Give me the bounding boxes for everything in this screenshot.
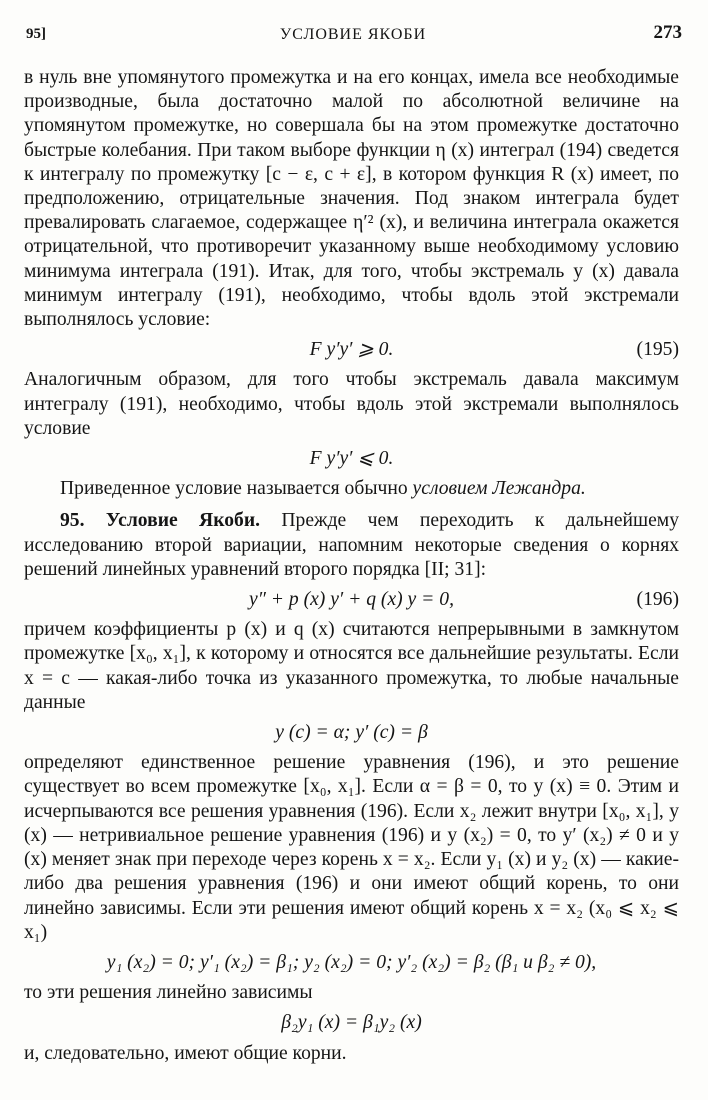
running-header <box>24 22 682 52</box>
formula-196 <box>24 588 679 612</box>
running-title: УСЛОВИЕ ЯКОБИ <box>279 26 427 43</box>
legendre-term: условием Лежандра. <box>412 478 586 500</box>
formula-text: β₂y₁ (x) = β₁y₂ (x) <box>281 1012 422 1034</box>
paragraph-conclusion: и, следовательно, имеют общие корни. <box>24 1042 347 1064</box>
paragraph-maximum: Аналогичным образом, для того чтобы экстремаль давала максимум интегралу (191), необходимо, чтобы вдоль этой экстремали выполнялось условие <box>24 369 679 439</box>
section-jacobi <box>24 509 679 582</box>
equation-number: (196) <box>636 589 679 611</box>
paragraph-uniqueness: определяют единственное решение уравнения (196), и это решение существует во всем промежутке [x₀, x₁]. Если α = β = 0, то y (x) ≡ 0. Этим и исчерпываются все решения уравнения (196). Если x₂ лежит внутри [x₀, x₁], y (x) — нетривиальное решение уравнения (196) и y (x₂) = 0, то y′ (x₂) ≠ 0 и y (x) меняет знак при переходе через корень x = x₂. Если y₁ (x) и y₂ (x) — какие-либо два решения уравнения (196) и они имеют общий корень, то они линейно зависимы. Если эти решения имеют общий корень x = x₂ (x₀ ⩽ x₂ ⩽ x₁) <box>24 752 679 943</box>
section-gap <box>24 501 679 509</box>
page-body <box>24 66 679 1066</box>
equation-number: (195) <box>636 339 679 361</box>
formula-common-root <box>24 951 679 975</box>
paragraph-continuation: в нуль вне упомянутого промежутка и на его концах, имела все необходимые производные, была достаточно малой по абсолютной величине на упомянутом промежутке, но совершала бы на этом промежутке достаточно быстрые колебания. При таком выборе функции η (x) интеграл (194) сведется к интегралу по промежутку [c − ε, c + ε], в котором функция R (x) имеет, по предположению, отрицательные значения. Под знаком интеграла будет превалировать слагаемое, содержащее η′² (x), и величина интеграла окажется отрицательной, что противоречит указанному выше необходимому условию минимума интеграла (191). Итак, для того, чтобы экстремаль y (x) давала минимум интегралу (191), необходимо, чтобы вдоль этой экстремали выполнялось условие: <box>24 67 679 331</box>
section-title: 95. Условие Якоби. <box>60 510 261 532</box>
formula-text: F y′y′ ⩽ 0. <box>309 448 394 470</box>
section-intro: Прежде чем переходить к дальнейшему исследованию второй вариации, напомним некоторые сведения о корнях решений линейных уравнений второго порядка [II; 31]: <box>24 510 680 580</box>
page-number: 273 <box>653 22 682 43</box>
formula-dependence <box>24 1011 679 1035</box>
formula-text: y″ + p (x) y′ + q (x) y = 0, <box>249 589 454 611</box>
paragraph-coefficients: причем коэффициенты p (x) и q (x) считаются непрерывными в замкнутом промежутке [x₀, x₁], к которому и относятся все дальнейшие результаты. Если x = c — какая-либо точка из указанного промежутка, то любые начальные данные <box>24 619 679 713</box>
legendre-text: Приведенное условие называется обычно <box>60 478 408 500</box>
formula-195 <box>24 338 679 362</box>
section-marker: 95] <box>26 26 46 42</box>
formula-text: y₁ (x₂) = 0; y′₁ (x₂) = β₁; y₂ (x₂) = 0; y′₂ (x₂) = β₂ (β₁ и β₂ ≠ 0), <box>106 951 597 973</box>
formula-maximum-condition <box>24 447 679 471</box>
formula-initial-data <box>24 721 679 745</box>
formula-text: y (c) = α; y′ (c) = β <box>275 722 428 744</box>
formula-text: F y′y′ ⩾ 0. <box>309 339 394 361</box>
paragraph-legendre <box>24 477 679 501</box>
paragraph-linear-dependence: то эти решения линейно зависимы <box>24 982 313 1004</box>
